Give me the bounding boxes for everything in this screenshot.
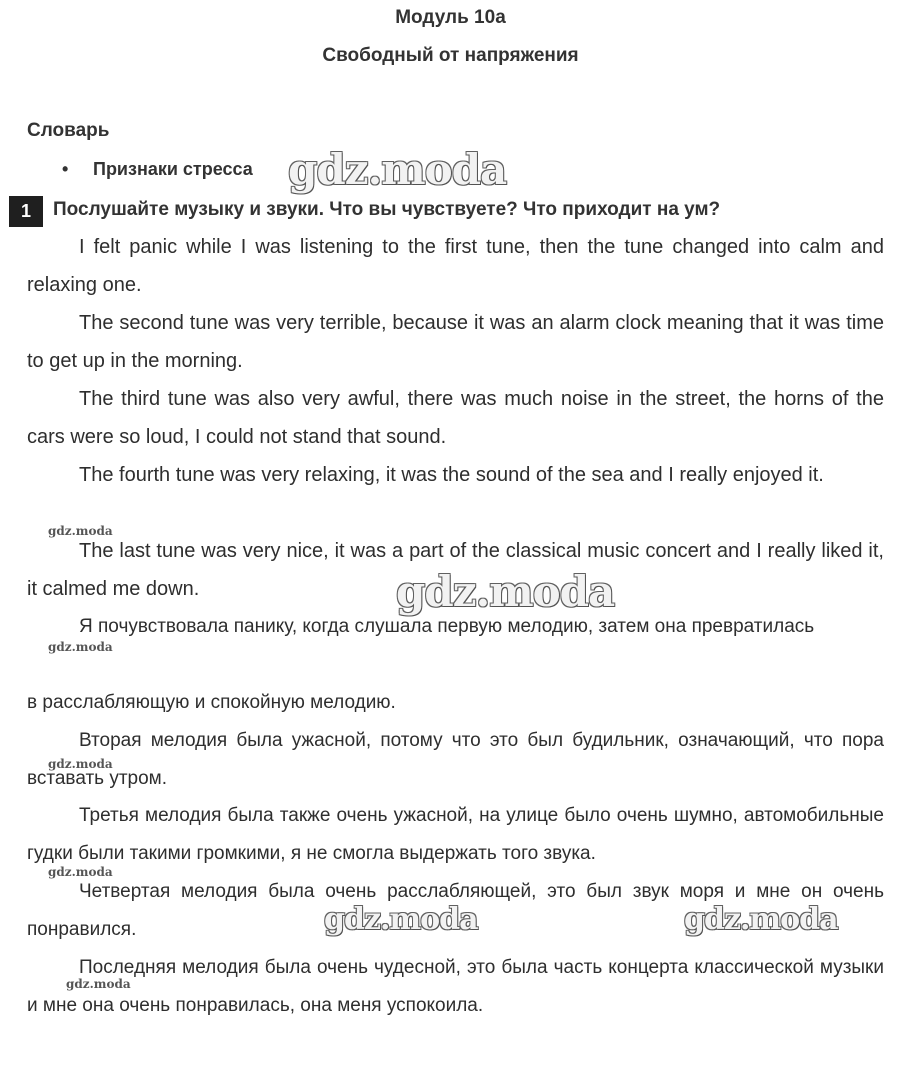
russian-paragraph: Третья мелодия была также очень ужасной, на улице было очень шумно, автомобильные гудки были такими громкими, я не смогла выдержать того звука. — [27, 805, 884, 864]
vocabulary-item-label: Признаки стресса — [93, 159, 253, 179]
english-paragraph: The third tune was also very awful, there was much noise in the street, the horns of the cars were so loud, I could not stand that sound. — [27, 388, 884, 448]
task-number-badge: 1 — [9, 196, 43, 227]
vocabulary-item — [62, 159, 253, 180]
russian-paragraph: Четвертая мелодия была очень расслабляющей, это был звук моря и мне он очень понравился. — [27, 881, 884, 940]
watermark-logo: gdz.moda — [684, 902, 838, 937]
lesson-subtitle: Свободный от напряжения — [322, 45, 579, 66]
russian-paragraph: Вторая мелодия была ужасной, потому что это был будильник, означающий, что пора вставать утром. — [27, 730, 884, 789]
watermark-logo: gdz.moda — [288, 145, 507, 194]
english-paragraph: I felt panic while I was listening to the first tune, then the tune changed into calm and relaxing one. — [27, 236, 884, 296]
task-instruction: Послушайте музыку и звуки. Что вы чувствуете? Что приходит на ум? — [53, 199, 721, 220]
watermark-small: gdz.moda — [48, 757, 113, 771]
watermark-logo: gdz.moda — [324, 902, 478, 937]
russian-paragraph: в расслабляющую и спокойную мелодию. — [27, 692, 396, 713]
bullet-icon: • — [62, 159, 69, 179]
watermark-small: gdz.moda — [66, 977, 131, 991]
english-paragraph: The fourth tune was very relaxing, it was the sound of the sea and I really enjoyed it. — [79, 464, 824, 486]
watermark-logo: gdz.moda — [396, 567, 615, 616]
watermark-small: gdz.moda — [48, 524, 113, 538]
watermark-small: gdz.moda — [48, 640, 113, 654]
russian-paragraph: Я почувствовала панику, когда слушала первую мелодию, затем она превратилась — [79, 616, 815, 637]
english-paragraph: The last tune was very nice, it was a part of the classical music concert and I really liked it, it calmed me down. — [27, 540, 884, 600]
english-paragraph: The second tune was very terrible, because it was an alarm clock meaning that it was time to get up in the morning. — [27, 312, 884, 372]
module-title: Модуль 10а — [395, 7, 506, 28]
vocabulary-heading: Словарь — [27, 120, 110, 141]
russian-paragraph: Последняя мелодия была очень чудесной, это была часть концерта классической музыки и мне она очень понравилась, она меня успокоила. — [27, 957, 884, 1016]
watermark-small: gdz.moda — [48, 865, 113, 879]
